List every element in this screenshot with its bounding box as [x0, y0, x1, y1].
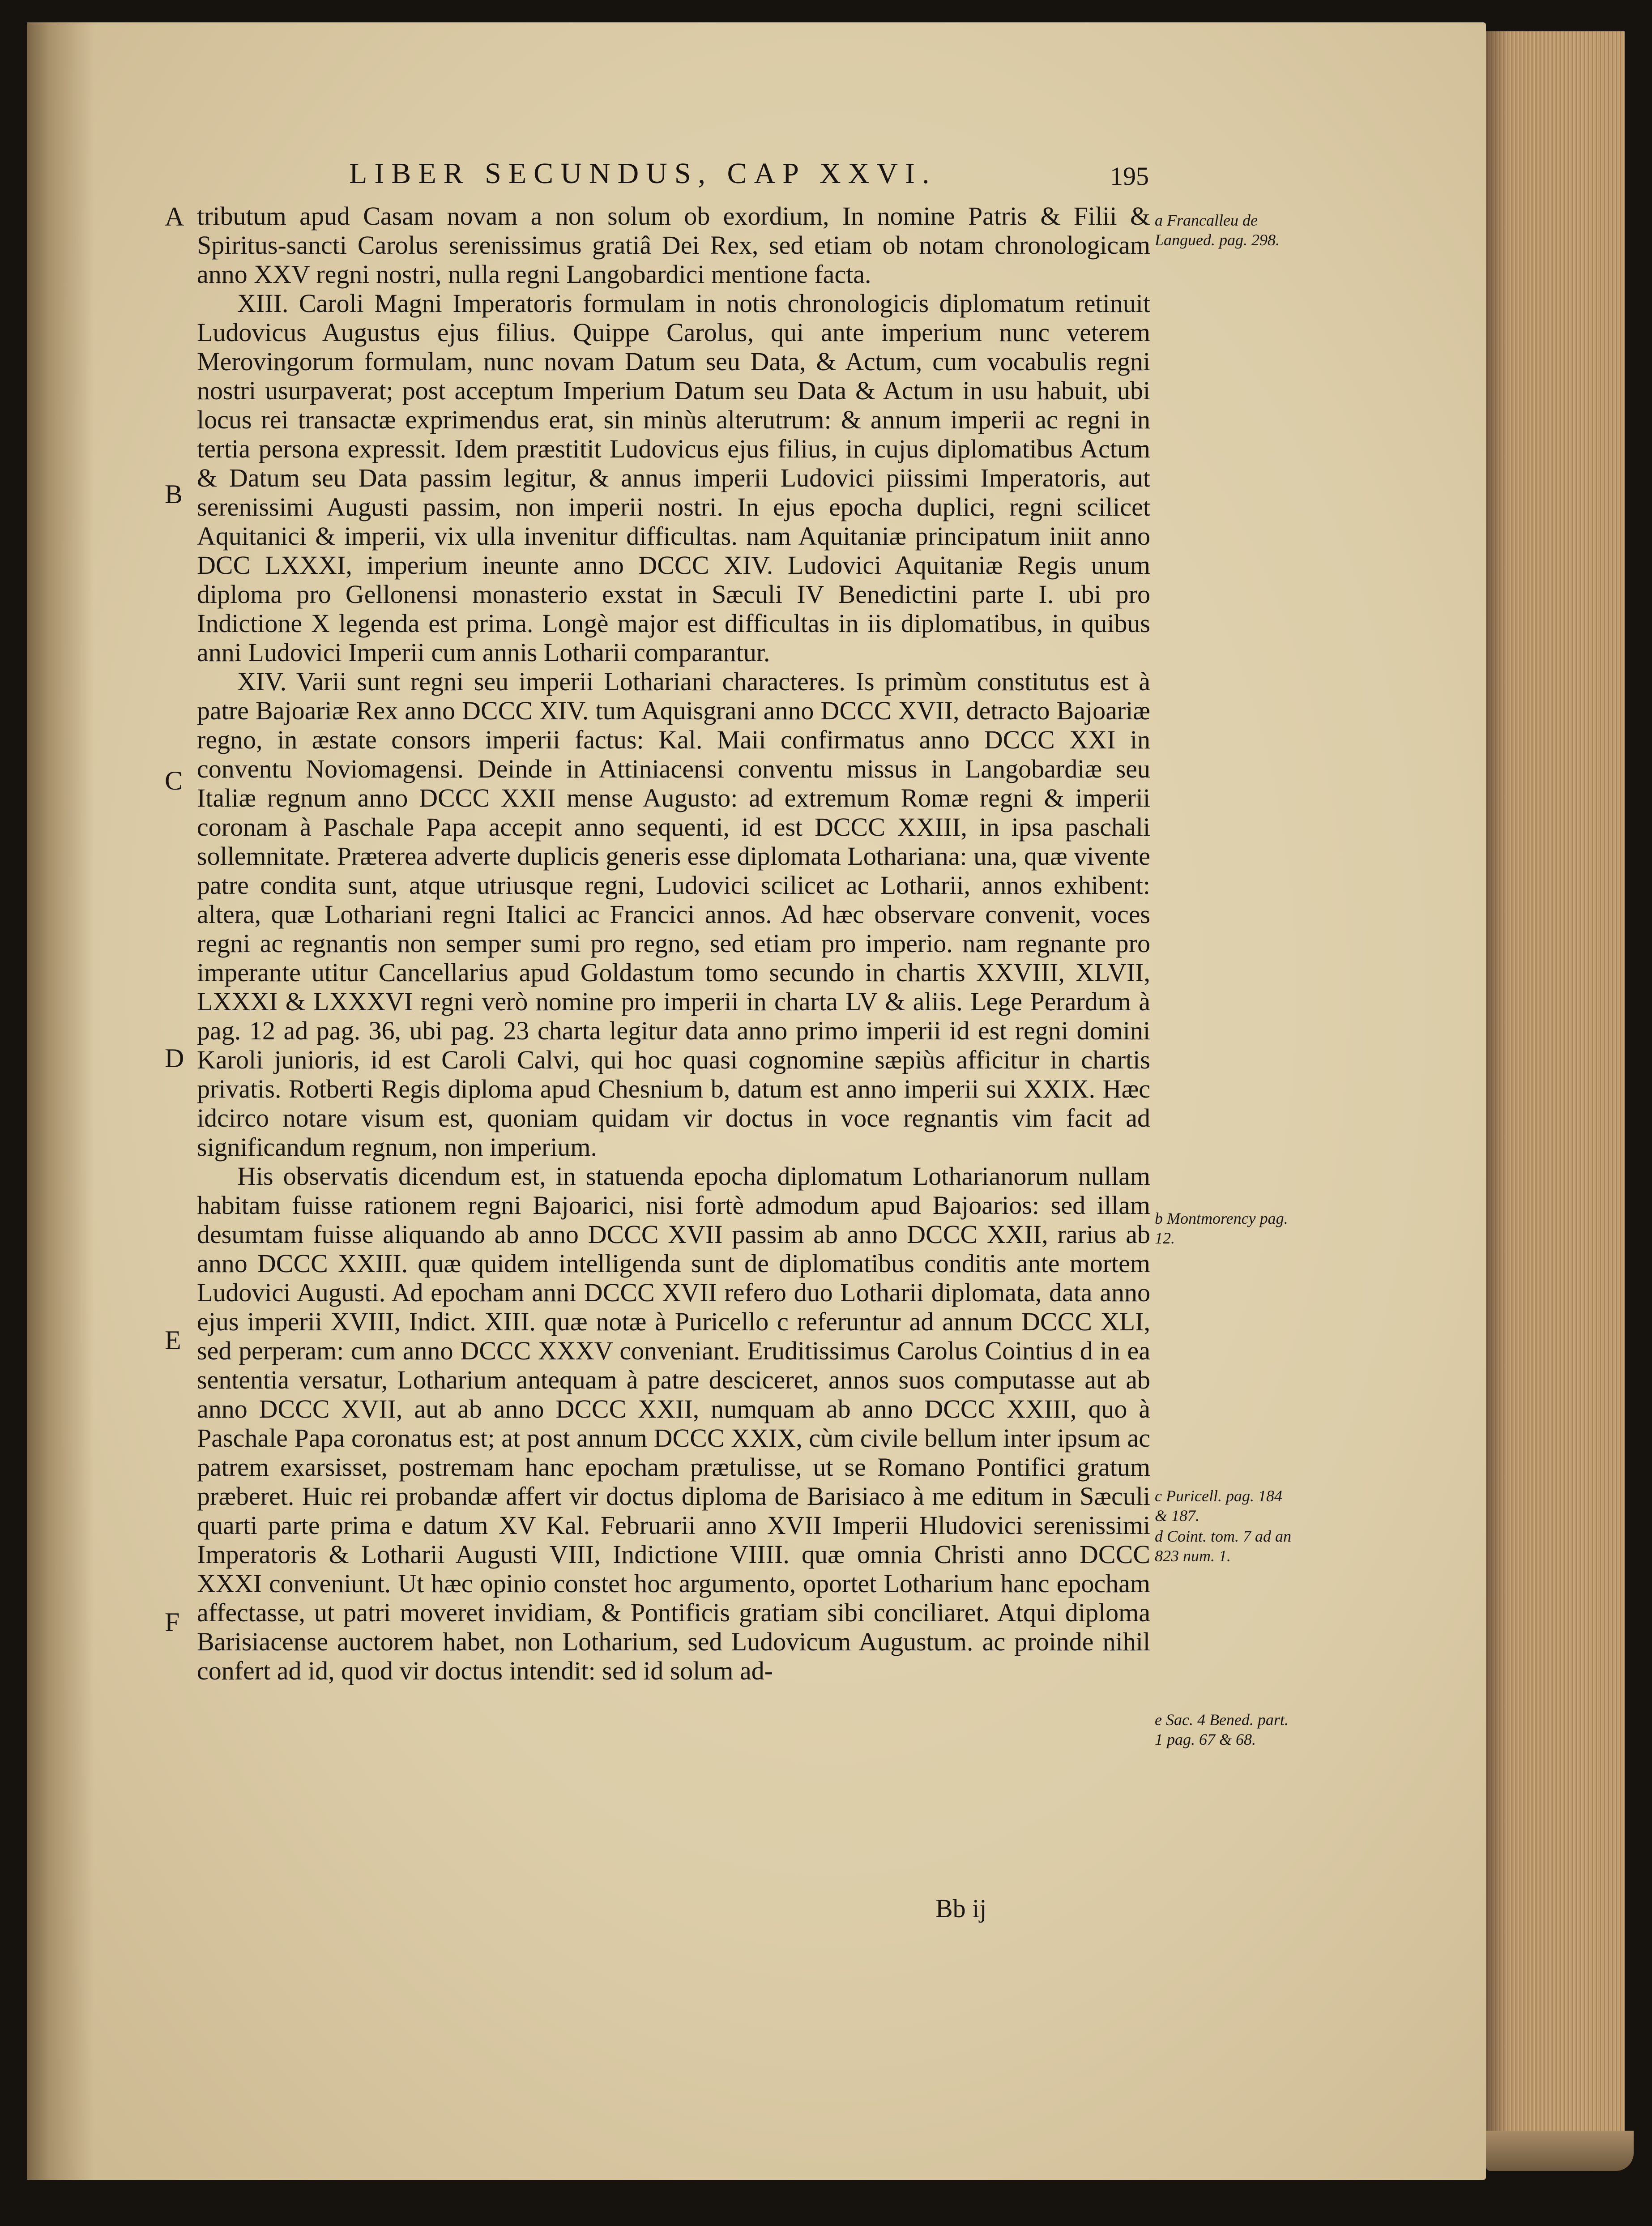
paragraph-xiii: XIII. Caroli Magni Imperatoris formulam in notis chronologicis diplomatum retinuit Ludovicus Augustus ejus filius. Quippe Carolus, qui ante imperium nunc veterem Merovingorum formulam, nunc novam Datum seu Data, & Actum, cum vocabulis regni nostri usurpaverat; post acceptum Imperium Datum seu Data & Actum in usu habuit, ubi locus rei transactæ exprimendus erat, sin minùs alterutrum: & annum imperii ac regni in tertia persona expressit. Idem præstitit Ludovicus ejus filius, in cujus diplomatibus Actum & Datum seu Data passim legitur, & annus imperii Ludovici piissimi Imperatoris, aut serenissimi Augusti passim, non imperii nostri. In ejus epocha duplici, regni scilicet Aquitanici & imperii, vix ulla invenitur difficultas. nam Aquitaniæ principatum iniit anno DCC LXXXI, imperium ineunte anno DCCC XIV. Ludovici Aquitaniæ Regis unum diploma pro Gellonensi monasterio exstat in Sæculi IV Benedictini parte I. ubi pro Indictione X legenda est prima. Longè major est difficultas in iis diplomatibus, in quibus anni Ludovici Imperii cum annis Lotharii comparantur. [197, 289, 1150, 667]
book-bottom-edge [1486, 2131, 1634, 2171]
main-text [197, 201, 1150, 1685]
side-note-c: c Puricell. pag. 184 & 187. [1155, 1487, 1282, 1525]
margin-letter-b: B [165, 479, 183, 509]
paragraph-intro: tributum apud Casam novam a non solum ob exordium, In nomine Patris & Filii & Spiritus-sancti Carolus serenissimus gratiâ Dei Rex, sed etiam ob notam chronologicam anno XXV regni nostri, nulla regni Langobardici mentione facta. [197, 201, 1150, 289]
side-note-a: a Francalleu de Langued. pag. 298. [1155, 211, 1280, 249]
margin-letter-c: C [165, 766, 183, 795]
running-head: LIBER SECUNDUS, CAP XXVI. [349, 157, 937, 190]
side-note-d: d Coint. tom. 7 ad an 823 num. 1. [1155, 1527, 1292, 1565]
margin-letter-a: A [165, 202, 184, 231]
margin-letter-e: E [165, 1325, 181, 1355]
margin-letter-f: F [165, 1607, 180, 1637]
side-note-b: b Montmorency pag. 12. [1155, 1209, 1288, 1247]
signature-mark: Bb ij [935, 1894, 987, 1923]
margin-letter-d: D [165, 1043, 184, 1073]
page-gutter-shadow [27, 22, 94, 2180]
paragraph-his-observatis: His observatis dicendum est, in statuenda epocha diplomatum Lotharianorum nullam habitam fuisse rationem regni Bajoarici, nisi fortè admodum apud Bajoarios: sed illam desumtam fuisse aliquando ab anno DCCC XVII passim ab anno DCCC XXII, rarius ab anno DCCC XXIII. quæ quidem intelligenda sunt de diplomatibus conditis ante mortem Ludovici Augusti. Ad epocham anni DCCC XVII refero duo Lotharii diplomata, data anno ejus imperii XVIII, Indict. XIII. quæ notæ à Puricello c referuntur ad annum DCCC XLI, sed perperam: cum anno DCCC XXXV conveniant. Eruditissimus Carolus Cointius d in ea sententia versatur, Lotharium antequam à patre desciceret, annos suos computasse aut ab anno DCCC XVII, aut ab anno DCCC XXII, numquam ab anno DCCC XXIII, quo à Paschale Papa coronatus est; at post annum DCCC XXIX, cùm civile bellum inter ipsum ac patrem exarsisset, postremam hanc epocham prætulisse, ut se Romano Pontifici gratum præberet. Huic rei probandæ affert vir doctus diploma de Barisiaco à me editum in Sæculi quarti parte prima e datum XV Kal. Februarii anno XVII Imperii Hludovici serenissimi Imperatoris & Lotharii Augusti VIII, Indictione VIIII. quæ omnia Christi anno DCCC XXXI conveniunt. Ut hæc opinio constet hoc argumento, oportet Lotharium hanc epocham affectasse, ut patri moveret invidiam, & Pontificis gratiam sibi conciliaret. Atqui diploma Barisiacense auctorem habet, non Lotharium, sed Ludovicum Augustum. ac proinde nihil confert ad id, quod vir doctus intendit: sed id solum ad- [197, 1162, 1150, 1685]
side-note-e: e Sac. 4 Bened. part. 1 pag. 67 & 68. [1155, 1711, 1289, 1748]
paragraph-xiv: XIV. Varii sunt regni seu imperii Lothariani characteres. Is primùm constitutus est à patre Bajoariæ Rex anno DCCC XIV. tum Aquisgrani anno DCCC XVII, detracto Bajoariæ regno, in æstate consors imperii factus: Kal. Maii confirmatus anno DCCC XXI in conventu Noviomagensi. Deinde in Attiniacensi conventu missus in Langobardiæ seu Italiæ regnum anno DCCC XXII mense Augusto: ad extremum Romæ regni & imperii coronam à Paschale Papa accepit anno sequenti, id est DCCC XXIII, in ipsa paschali sollemnitate. Præterea adverte duplicis generis esse diplomata Lothariana: una, quæ vivente patre condita sunt, atque utriusque regni, Ludovici scilicet ac Lotharii, annos exhibent: altera, quæ Lothariani regni Italici ac Francici annos. Ad hæc observare convenit, voces regni ac regnantis non semper sumi pro regno, sed etiam pro imperio. nam regnante pro imperante utitur Cancellarius apud Goldastum tomo secundo in chartis XXVIII, XLVII, LXXXI & LXXXVI regni verò nomine pro imperii in charta LV & aliis. Lege Perardum à pag. 12 ad pag. 36, ubi pag. 23 charta legitur data anno primo imperii id est regni domini Karoli junioris, id est Caroli Calvi, qui hoc quasi cognomine sæpiùs afficitur in chartis privatis. Rotberti Regis diploma apud Chesnium b, datum est anno imperii sui XXIX. Hæc idcirco notare visum est, quoniam quidam vir doctus in voce regnantis vim facit ad significandum regnum, non imperium. [197, 667, 1150, 1162]
page-number: 195 [1110, 162, 1149, 191]
